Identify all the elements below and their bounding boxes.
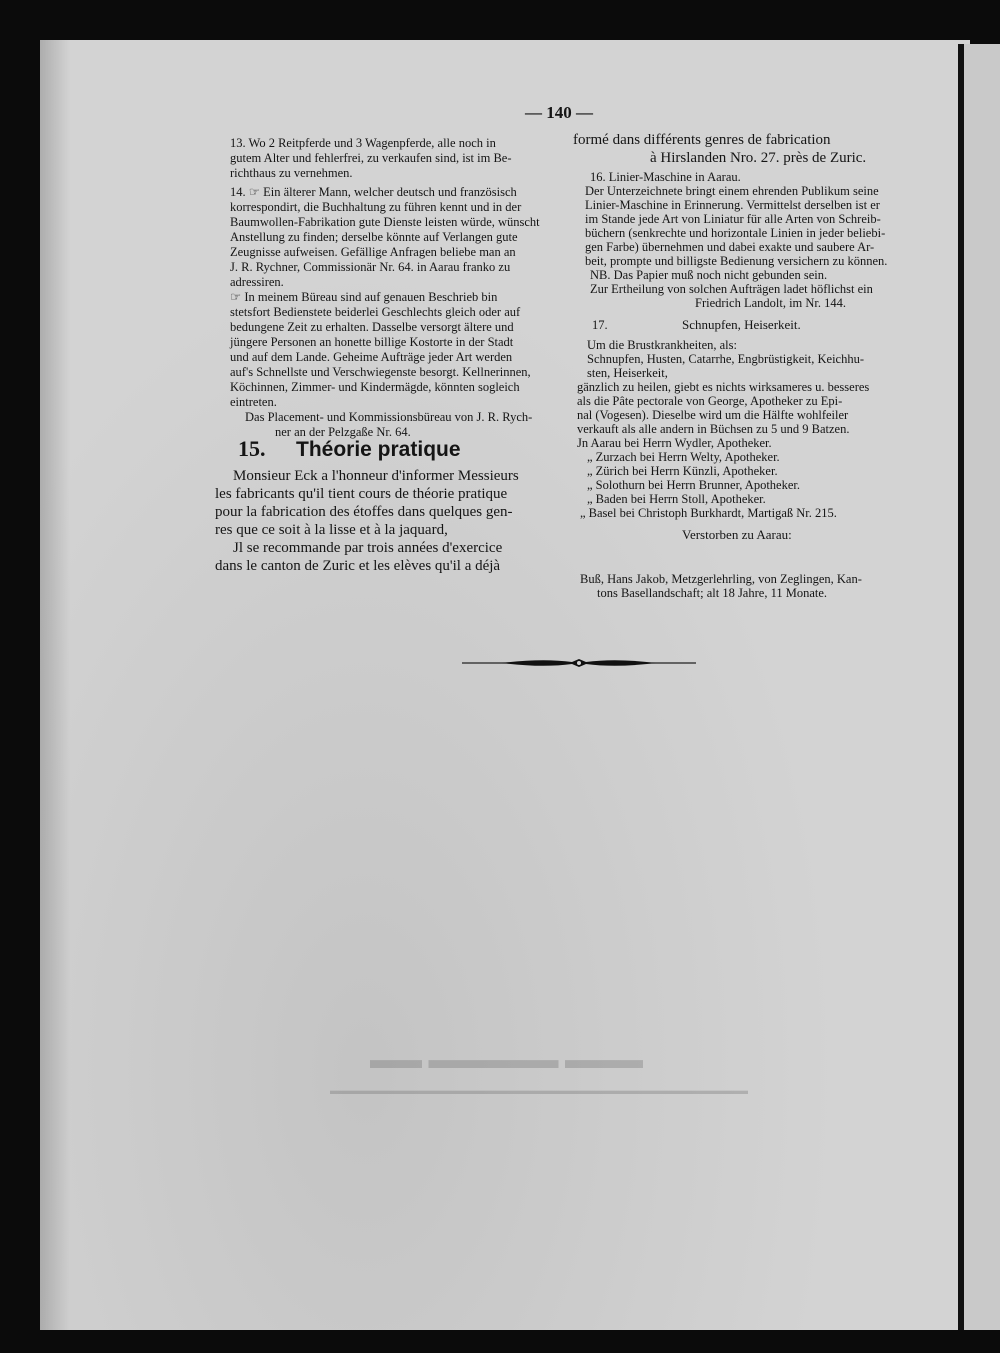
text-line: Anstellung zu finden; derselbe könnte auf Verlangen gute [230,230,518,244]
page-gutter-shadow [958,44,964,1330]
item-number: 17. [592,318,608,332]
text-line: Zeugnisse aufweisen. Gefällige Anfragen beliebe man an [230,245,516,259]
text-line: richthaus zu vernehmen. [230,166,353,180]
text-line: korrespondirt, die Buchhaltung zu führen kennt und in der [230,200,522,214]
text-line: gutem Alter und fehlerfrei, zu verkaufen sind, ist im Be- [230,151,512,165]
text-line: adressiren. [230,275,284,289]
text-line: im Stande jede Art von Liniatur für alle Arten von Schreib- [585,212,881,226]
text-line: res que ce soit à la lisse et à la jaquard, [215,522,448,538]
section-number: 15. [238,436,266,461]
text-line: Buß, Hans Jakob, Metzgerlehrling, von Zeglingen, Kan- [580,572,862,586]
text-line: Linier-Maschine in Erinnerung. Vermittelst derselben ist er [585,198,880,212]
text-line: tons Basellandschaft; alt 18 Jahre, 11 Monate. [597,586,828,600]
text-line: „ Zürich bei Herrn Künzli, Apotheker. [587,464,778,478]
deaths-heading: Verstorben zu Aarau: [682,527,792,542]
text-line: verkauft als alle andern in Büchsen zu 5 und 9 Batzen. [577,422,850,436]
text-line: eintreten. [230,395,277,409]
text-line: Jl se recommande par trois années d'exercice [233,540,503,556]
text-line: auf's Schnellste und Verschwiegenste besorgt. Kellnerinnen, [230,365,531,379]
text-line: sten, Heiserkeit, [587,366,668,380]
next-page-edge [958,44,1000,1330]
text-line: Monsieur Eck a l'honneur d'informer Messieurs [233,468,519,484]
text-line: dans le canton de Zuric et les elèves qu'il a déjà [215,558,501,574]
text-line: 16. Linier-Maschine in Aarau. [590,170,741,184]
text-line: Jn Aarau bei Herrn Wydler, Apotheker. [577,436,772,450]
text-line: 14. ☞ Ein älterer Mann, welcher deutsch und französisch [230,185,517,199]
text-line: ☞ In meinem Büreau sind auf genauen Beschrieb bin [230,290,498,304]
text-line: „ Solothurn bei Herrn Brunner, Apotheker. [587,478,800,492]
text-line: „ Baden bei Herrn Stoll, Apotheker. [587,492,766,506]
text-line: beit, prompte und billigste Bedienung versichern zu können. [585,254,888,268]
text-line: Friedrich Landolt, im Nr. 144. [695,296,847,310]
text-line: „ Zurzach bei Herrn Welty, Apotheker. [587,450,780,464]
text-line: und auf dem Lande. Geheime Aufträge jeder Art werden [230,350,513,364]
item-title: Schnupfen, Heiserkeit. [682,317,801,332]
text-line: gänzlich zu heilen, giebt es nichts wirksameres u. besseres [577,380,870,394]
text-line: stetsfort Bedienstete beiderlei Geschlechts gleich oder auf [230,305,521,319]
text-line: NB. Das Papier muß noch nicht gebunden sein. [590,268,828,282]
section-title: Théorie pratique [296,438,461,461]
text-line: „ Basel bei Christoph Burkhardt, Martigaß Nr. 215. [580,506,837,520]
text-line: Um die Brustkrankheiten, als: [587,338,737,352]
text-line: les fabricants qu'il tient cours de théorie pratique [215,486,508,502]
text-line: Köchinnen, Zimmer- und Kindermägde, könnten sogleich [230,380,520,394]
text-line: J. R. Rychner, Commissionär Nr. 64. in Aarau franko zu [230,260,511,274]
text-line: Schnupfen, Husten, Catarrhe, Engbrüstigkeit, Keichhu- [587,352,865,366]
bleed-through-text: ▬▬ ▬▬▬▬▬ ▬▬▬ [370,1045,643,1074]
text-line: Der Unterzeichnete bringt einem ehrenden Publikum seine [585,184,879,198]
text-line: ner an der Pelzgaße Nr. 64. [275,425,411,439]
text-line: formé dans différents genres de fabrication [573,132,831,148]
text-line: gen Farbe) übernehmen und dabei exakte und saubere Ar- [585,240,875,254]
bleed-through-text: ▬▬▬▬▬▬▬▬▬▬▬▬▬▬▬▬▬▬▬▬▬▬▬▬▬▬▬▬▬▬▬▬▬▬▬▬▬▬ [330,1085,748,1097]
text-line: büchern (senkrechte und horizontale Linien in jeder beliebi- [585,226,886,240]
text-line: als die Pâte pectorale von George, Apotheker zu Epi- [577,394,843,408]
text-line: Das Placement- und Kommissionsbüreau von J. R. Rych- [245,410,533,424]
text-line: à Hirslanden Nro. 27. près de Zuric. [650,150,867,166]
text-line: pour la fabrication des étoffes dans quelques gen- [215,504,513,520]
text-line: Baumwollen-Fabrikation gute Dienste leisten würde, wünscht [230,215,540,229]
ornamental-divider [462,656,696,670]
text-line: Zur Ertheilung von solchen Aufträgen ladet höflichst ein [590,282,873,296]
page-number: — 140 — [525,103,593,122]
text-line: 13. Wo 2 Reitpferde und 3 Wagenpferde, alle noch in [230,136,496,150]
text-line: jüngere Personen an honette billige Kostorte in der Stadt [230,335,514,349]
text-line: nal (Vogesen). Dieselbe wird um die Hälfte wohlfeiler [577,408,849,422]
text-line: bedungene Zeit zu erhalten. Dasselbe versorgt ältere und [230,320,514,334]
